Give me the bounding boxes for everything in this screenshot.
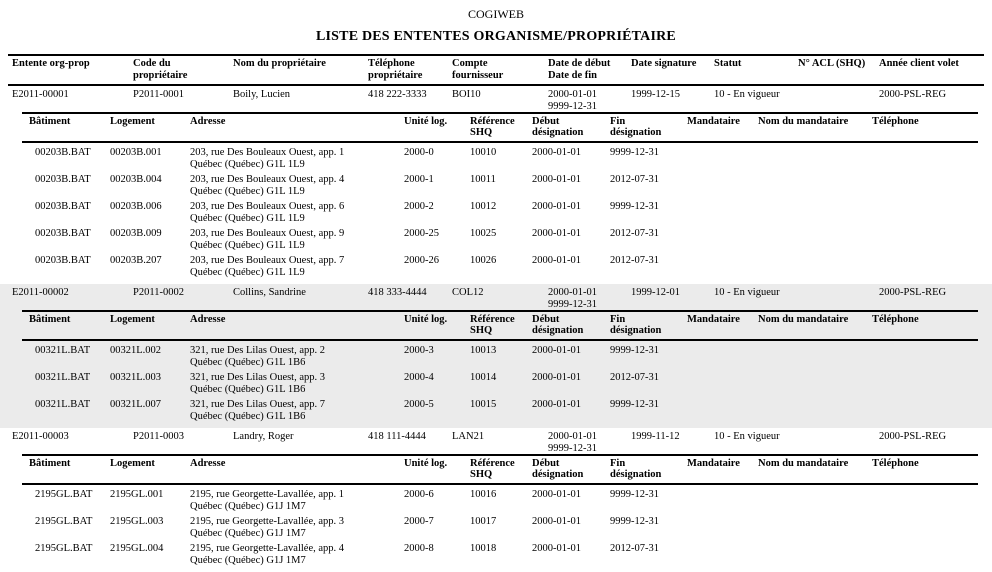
reference-shq: 10014 (470, 372, 497, 383)
telephone-mandataire (872, 228, 978, 251)
entente-no: E2011-00002 (12, 287, 69, 298)
nom-mandataire (758, 201, 872, 224)
logement-row (22, 512, 978, 539)
mandataire (687, 489, 758, 512)
logements-rows (22, 143, 978, 278)
date-debut: 2000-01-01 (548, 431, 597, 442)
logement-row (22, 143, 978, 170)
adresse-ligne2: Québec (Québec) G1L 1B6 (190, 356, 306, 368)
unite-log: 2000-1 (404, 174, 434, 185)
adresse-ligne1: 203, rue Des Bouleaux Ouest, app. 7 (190, 255, 345, 266)
telephone-mandataire (872, 372, 978, 395)
batiment: 00321L.BAT (35, 399, 91, 410)
nom-mandataire (758, 543, 872, 566)
nom-mandataire (758, 174, 872, 197)
logements-table-header (22, 454, 978, 485)
header-unite-log: Unité log. (404, 458, 448, 469)
nom-mandataire (758, 255, 872, 278)
debut-designation: 2000-01-01 (532, 174, 581, 185)
fin-designation: 9999-12-31 (610, 516, 659, 527)
logement-row (22, 170, 978, 197)
debut-designation: 2000-01-01 (532, 516, 581, 527)
debut-designation: 2000-01-01 (532, 543, 581, 554)
date-signature: 1999-12-01 (631, 287, 680, 298)
adresse-ligne1: 203, rue Des Bouleaux Ouest, app. 6 (190, 201, 345, 212)
debut-designation: 2000-01-01 (532, 345, 581, 356)
adresse-ligne2: Québec (Québec) G1L 1L9 (190, 185, 305, 197)
logement-row (22, 485, 978, 512)
adresse (190, 147, 404, 170)
header-nom-mandataire: Nom du mandataire (758, 458, 849, 469)
nom-mandataire (758, 489, 872, 512)
statut: 10 - En vigueur (714, 89, 780, 100)
logement-row (22, 395, 978, 422)
logement-row (22, 368, 978, 395)
adresse (190, 516, 404, 539)
telephone-mandataire (872, 516, 978, 539)
nom-mandataire (758, 228, 872, 251)
adresse-ligne1: 203, rue Des Bouleaux Ouest, app. 9 (190, 228, 345, 239)
adresse (190, 489, 404, 512)
header-statut: Statut (714, 58, 742, 69)
adresse-ligne2: Québec (Québec) G1J 1M7 (190, 500, 306, 512)
ententes-list (8, 86, 984, 572)
adresse-ligne2: Québec (Québec) G1L 1L9 (190, 212, 305, 224)
mandataire (687, 147, 758, 170)
fin-designation: 2012-07-31 (610, 174, 659, 185)
adresse-ligne1: 321, rue Des Lilas Ouest, app. 7 (190, 399, 326, 410)
header-nom-proprietaire: Nom du propriétaire (233, 58, 326, 69)
header-batiment: Bâtiment (29, 314, 71, 325)
header-date-debut-fin: Date de début Date de fin (548, 58, 611, 81)
adresse-ligne2: Québec (Québec) G1L 1B6 (190, 410, 306, 422)
compte-fournisseur: COL12 (452, 287, 484, 298)
annee-client-volet: 2000-PSL-REG (879, 287, 947, 298)
unite-log: 2000-4 (404, 372, 434, 383)
main-table-header (8, 54, 984, 86)
statut: 10 - En vigueur (714, 287, 780, 298)
adresse (190, 372, 404, 395)
batiment: 2195GL.BAT (35, 543, 93, 554)
header-telephone-mandataire: Téléphone (872, 116, 919, 127)
nom-proprietaire: Landry, Roger (233, 431, 294, 442)
adresse-ligne1: 203, rue Des Bouleaux Ouest, app. 4 (190, 174, 345, 185)
no-acl-shq (798, 287, 879, 310)
debut-designation: 2000-01-01 (532, 255, 581, 266)
nom-mandataire (758, 399, 872, 422)
fin-designation: 2012-07-31 (610, 543, 659, 554)
telephone-mandataire (872, 174, 978, 197)
logement: 00203B.207 (110, 255, 162, 266)
mandataire (687, 543, 758, 566)
debut-designation: 2000-01-01 (532, 372, 581, 383)
reference-shq: 10013 (470, 345, 497, 356)
dates-entente (548, 287, 631, 310)
header-date-signature: Date signature (631, 58, 697, 69)
telephone-mandataire (872, 147, 978, 170)
header-unite-log: Unité log. (404, 116, 448, 127)
adresse-ligne2: Québec (Québec) G1L 1L9 (190, 239, 305, 251)
logement: 00203B.006 (110, 201, 162, 212)
header-nom-mandataire: Nom du mandataire (758, 116, 849, 127)
adresse-ligne2: Québec (Québec) G1J 1M7 (190, 554, 306, 566)
code-proprietaire: P2011-0003 (133, 431, 184, 442)
mandataire (687, 399, 758, 422)
unite-log: 2000-6 (404, 489, 434, 500)
date-signature: 1999-12-15 (631, 89, 680, 100)
fin-designation: 2012-07-31 (610, 228, 659, 239)
header-reference-shq: Référence SHQ (470, 116, 515, 138)
adresse (190, 399, 404, 422)
batiment: 00203B.BAT (35, 147, 91, 158)
logements-table (22, 454, 978, 572)
app-title: COGIWEB (468, 7, 524, 21)
header-fin-designation: Fin désignation (610, 314, 662, 336)
adresse-ligne1: 2195, rue Georgette-Lavallée, app. 1 (190, 489, 345, 500)
logements-table (22, 310, 978, 428)
logement: 00203B.009 (110, 228, 162, 239)
mandataire (687, 228, 758, 251)
entente-row (8, 428, 984, 454)
debut-designation: 2000-01-01 (532, 489, 581, 500)
adresse-ligne1: 203, rue Des Bouleaux Ouest, app. 1 (190, 147, 345, 158)
no-acl-shq (798, 89, 879, 112)
header-adresse: Adresse (190, 116, 226, 127)
mandataire (687, 174, 758, 197)
telephone-mandataire (872, 489, 978, 512)
compte-fournisseur: LAN21 (452, 431, 485, 442)
adresse-ligne2: Québec (Québec) G1L 1L9 (190, 266, 305, 278)
header-logement: Logement (110, 458, 155, 469)
batiment: 2195GL.BAT (35, 489, 93, 500)
entente-block (0, 284, 992, 428)
adresse-ligne1: 2195, rue Georgette-Lavallée, app. 3 (190, 516, 345, 527)
header-nom-mandataire: Nom du mandataire (758, 314, 849, 325)
reference-shq: 10016 (470, 489, 497, 500)
entente-no: E2011-00001 (12, 89, 69, 100)
batiment: 00321L.BAT (35, 345, 91, 356)
fin-designation: 9999-12-31 (610, 345, 659, 356)
debut-designation: 2000-01-01 (532, 201, 581, 212)
reference-shq: 10025 (470, 228, 497, 239)
unite-log: 2000-2 (404, 201, 434, 212)
logement: 00203B.001 (110, 147, 162, 158)
unite-log: 2000-5 (404, 399, 434, 410)
adresse (190, 228, 404, 251)
telephone-proprietaire: 418 333-4444 (368, 287, 427, 298)
compte-fournisseur: BOI10 (452, 89, 481, 100)
logement: 00321L.003 (110, 372, 162, 383)
date-fin: 9999-12-31 (548, 100, 597, 112)
logement-row (22, 197, 978, 224)
date-fin: 9999-12-31 (548, 442, 597, 454)
fin-designation: 9999-12-31 (610, 147, 659, 158)
entente-row (8, 86, 984, 112)
logements-table-header (22, 310, 978, 341)
fin-designation: 9999-12-31 (610, 489, 659, 500)
unite-log: 2000-7 (404, 516, 434, 527)
header-code-proprietaire: Code du propriétaire (133, 58, 188, 81)
header-debut-designation: Début désignation (532, 314, 584, 336)
unite-log: 2000-26 (404, 255, 439, 266)
logement-row (22, 251, 978, 278)
header-adresse: Adresse (190, 458, 226, 469)
logements-table (22, 112, 978, 284)
telephone-mandataire (872, 201, 978, 224)
report-title: LISTE DES ENTENTES ORGANISME/PROPRIÉTAIRE (316, 29, 676, 44)
batiment: 2195GL.BAT (35, 516, 93, 527)
header-unite-log: Unité log. (404, 314, 448, 325)
logement-row (22, 224, 978, 251)
reference-shq: 10017 (470, 516, 497, 527)
header-no-acl-shq: N° ACL (SHQ) (798, 58, 866, 69)
header-entente-org-prop: Entente org-prop (12, 58, 90, 69)
unite-log: 2000-8 (404, 543, 434, 554)
telephone-proprietaire: 418 222-3333 (368, 89, 427, 100)
date-debut: 2000-01-01 (548, 89, 597, 100)
nom-proprietaire: Boily, Lucien (233, 89, 291, 100)
header-reference-shq: Référence SHQ (470, 314, 515, 336)
adresse-ligne2: Québec (Québec) G1J 1M7 (190, 527, 306, 539)
header-mandataire: Mandataire (687, 458, 740, 469)
entente-block (8, 428, 984, 572)
entente-no: E2011-00003 (12, 431, 69, 442)
telephone-mandataire (872, 543, 978, 566)
logements-table-header (22, 112, 978, 143)
batiment: 00203B.BAT (35, 228, 91, 239)
header-reference-shq: Référence SHQ (470, 458, 515, 480)
header-batiment: Bâtiment (29, 116, 71, 127)
header-annee-client-volet: Année client volet (879, 58, 959, 69)
mandataire (687, 345, 758, 368)
header-fin-designation: Fin désignation (610, 458, 662, 480)
telephone-proprietaire: 418 111-4444 (368, 431, 426, 442)
reference-shq: 10011 (470, 174, 496, 185)
nom-mandataire (758, 147, 872, 170)
batiment: 00321L.BAT (35, 372, 91, 383)
code-proprietaire: P2011-0001 (133, 89, 184, 100)
logement: 00321L.007 (110, 399, 162, 410)
logement: 00203B.004 (110, 174, 162, 185)
debut-designation: 2000-01-01 (532, 399, 581, 410)
header-mandataire: Mandataire (687, 116, 740, 127)
logement: 2195GL.001 (110, 489, 164, 500)
adresse-ligne1: 321, rue Des Lilas Ouest, app. 2 (190, 345, 326, 356)
header-debut-designation: Début désignation (532, 458, 584, 480)
adresse (190, 255, 404, 278)
batiment: 00203B.BAT (35, 255, 91, 266)
header-batiment: Bâtiment (29, 458, 71, 469)
logement-row (22, 341, 978, 368)
statut: 10 - En vigueur (714, 431, 780, 442)
adresse (190, 174, 404, 197)
header-telephone-proprietaire: Téléphone propriétaire (368, 58, 423, 81)
fin-designation: 9999-12-31 (610, 399, 659, 410)
header-telephone-mandataire: Téléphone (872, 314, 919, 325)
adresse-ligne2: Québec (Québec) G1L 1B6 (190, 383, 306, 395)
telephone-mandataire (872, 345, 978, 368)
adresse-ligne1: 321, rue Des Lilas Ouest, app. 3 (190, 372, 326, 383)
header-telephone-mandataire: Téléphone (872, 458, 919, 469)
logement-row (22, 539, 978, 566)
date-debut: 2000-01-01 (548, 287, 597, 298)
fin-designation: 2012-07-31 (610, 372, 659, 383)
mandataire (687, 201, 758, 224)
unite-log: 2000-25 (404, 228, 439, 239)
reference-shq: 10010 (470, 147, 497, 158)
debut-designation: 2000-01-01 (532, 147, 581, 158)
header-fin-designation: Fin désignation (610, 116, 662, 138)
reference-shq: 10018 (470, 543, 497, 554)
header-debut-designation: Début désignation (532, 116, 584, 138)
nom-mandataire (758, 345, 872, 368)
reference-shq: 10015 (470, 399, 497, 410)
adresse-ligne2: Québec (Québec) G1L 1L9 (190, 158, 305, 170)
adresse-ligne1: 2195, rue Georgette-Lavallée, app. 4 (190, 543, 345, 554)
entente-row (8, 284, 984, 310)
header-logement: Logement (110, 116, 155, 127)
reference-shq: 10026 (470, 255, 497, 266)
no-acl-shq (798, 431, 879, 454)
telephone-mandataire (872, 255, 978, 278)
mandataire (687, 516, 758, 539)
logement: 2195GL.003 (110, 516, 164, 527)
header-compte-fournisseur: Compte fournisseur (452, 58, 504, 81)
entente-block (8, 86, 984, 284)
annee-client-volet: 2000-PSL-REG (879, 431, 947, 442)
telephone-mandataire (872, 399, 978, 422)
logement: 2195GL.004 (110, 543, 164, 554)
date-fin: 9999-12-31 (548, 298, 597, 310)
header-mandataire: Mandataire (687, 314, 740, 325)
annee-client-volet: 2000-PSL-REG (879, 89, 947, 100)
debut-designation: 2000-01-01 (532, 228, 581, 239)
logements-rows (22, 485, 978, 566)
dates-entente (548, 431, 631, 454)
date-signature: 1999-11-12 (631, 431, 680, 442)
dates-entente (548, 89, 631, 112)
nom-proprietaire: Collins, Sandrine (233, 287, 306, 298)
reference-shq: 10012 (470, 201, 497, 212)
fin-designation: 2012-07-31 (610, 255, 659, 266)
unite-log: 2000-0 (404, 147, 434, 158)
code-proprietaire: P2011-0002 (133, 287, 184, 298)
nom-mandataire (758, 516, 872, 539)
mandataire (687, 255, 758, 278)
batiment: 00203B.BAT (35, 201, 91, 212)
nom-mandataire (758, 372, 872, 395)
unite-log: 2000-3 (404, 345, 434, 356)
batiment: 00203B.BAT (35, 174, 91, 185)
mandataire (687, 372, 758, 395)
header-logement: Logement (110, 314, 155, 325)
adresse (190, 201, 404, 224)
adresse (190, 543, 404, 566)
adresse (190, 345, 404, 368)
fin-designation: 9999-12-31 (610, 201, 659, 212)
logements-rows (22, 341, 978, 422)
logement: 00321L.002 (110, 345, 162, 356)
header-adresse: Adresse (190, 314, 226, 325)
